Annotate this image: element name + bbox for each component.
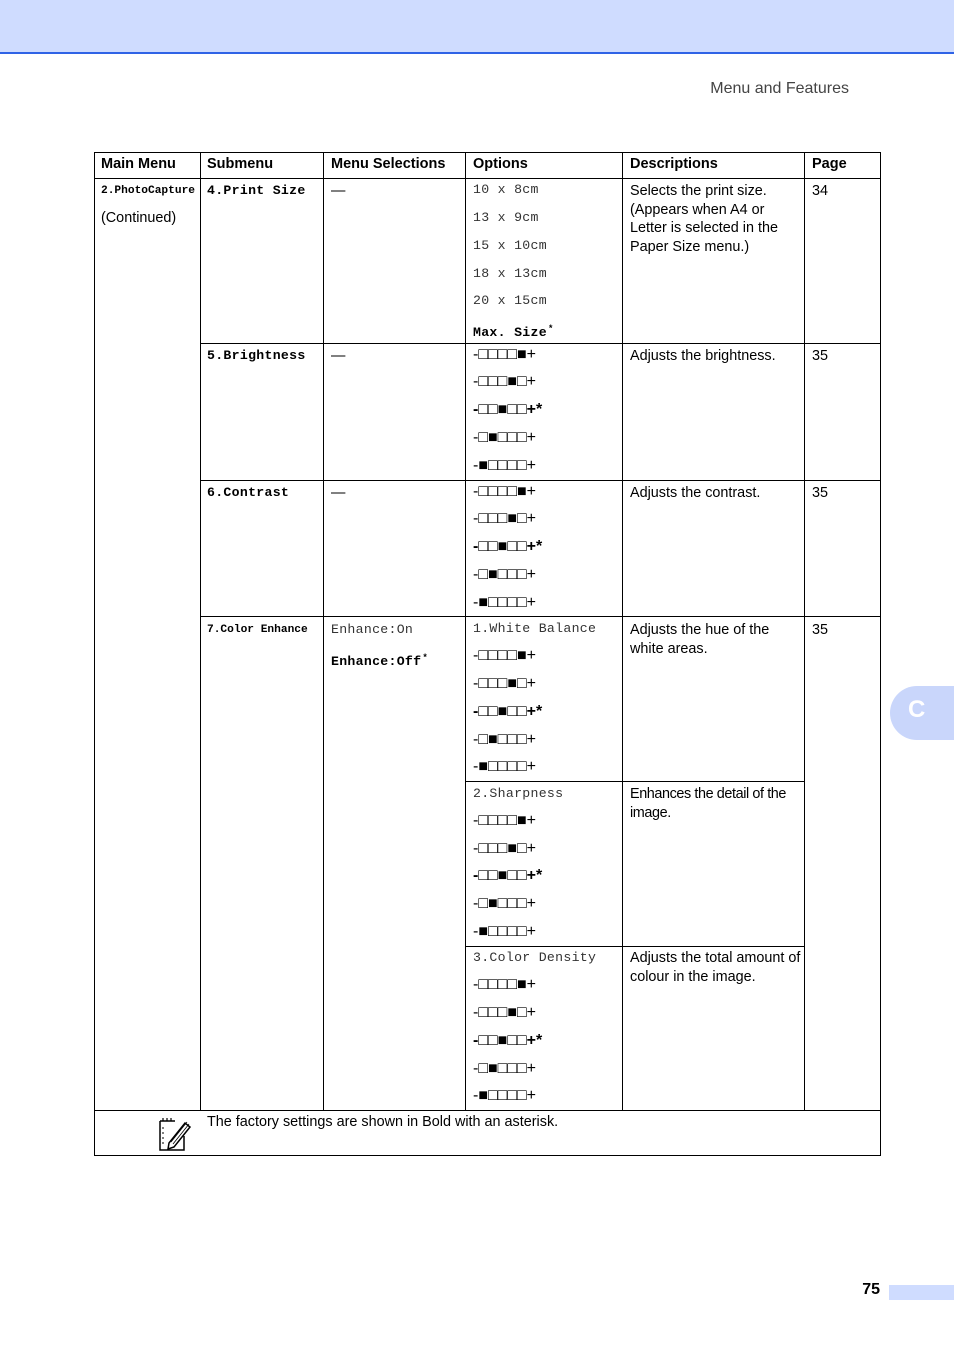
column-header: Page xyxy=(812,156,847,172)
page-ref: 34 xyxy=(812,183,829,199)
level-option: -■□□□□+ xyxy=(473,758,536,775)
level-option-default: -□□■□□+* xyxy=(473,867,543,884)
level-option: -□□□□■+ xyxy=(473,346,536,363)
submenu-contrast: 6.Contrast xyxy=(207,485,290,500)
table-border xyxy=(465,946,805,947)
table-border xyxy=(94,1110,881,1111)
level-option: -□□□■□+ xyxy=(473,1004,536,1021)
table-border xyxy=(200,152,201,1110)
chapter-tab-letter: C xyxy=(908,696,926,723)
menu-selection: Enhance:On xyxy=(331,622,414,637)
level-option: -■□□□□+ xyxy=(473,594,536,611)
page-number-bar xyxy=(889,1285,954,1300)
table-border xyxy=(200,343,881,344)
submenu-print-size: 4.Print Size xyxy=(207,183,306,198)
page-number: 75 xyxy=(862,1281,880,1298)
level-option-default: -□□■□□+* xyxy=(473,1032,543,1049)
description: Adjusts the contrast. xyxy=(630,485,761,501)
level-option: -□■□□□+ xyxy=(473,895,536,912)
description: Adjusts the brightness. xyxy=(630,348,776,364)
option: 13 x 9cm xyxy=(473,210,539,225)
description: Adjusts the hue of the white areas. xyxy=(630,622,770,657)
menu-selection-default: Enhance:Off* xyxy=(331,653,429,669)
option-group-title: 2.Sharpness xyxy=(473,786,564,801)
note-pencil-icon xyxy=(157,1116,191,1152)
column-header: Options xyxy=(473,156,528,172)
level-option-default: -□□■□□+* xyxy=(473,703,543,720)
main-menu-label: 2.PhotoCapture xyxy=(101,185,195,197)
table-border xyxy=(94,152,95,1156)
table-border xyxy=(323,152,324,1110)
table-border xyxy=(465,152,466,1110)
description: Enhances the detail of the image. xyxy=(630,786,787,821)
level-option: -□□□■□+ xyxy=(473,675,536,692)
level-option: -□□□■□+ xyxy=(473,840,536,857)
table-border xyxy=(880,152,881,1156)
column-header: Main Menu xyxy=(101,156,176,172)
level-option: -□□□■□+ xyxy=(473,510,536,527)
level-option: -■□□□□+ xyxy=(473,923,536,940)
table-border xyxy=(200,480,881,481)
footnote: The factory settings are shown in Bold with an asterisk. xyxy=(207,1114,559,1130)
option: 15 x 10cm xyxy=(473,238,547,253)
option-group-title: 1.White Balance xyxy=(473,621,597,636)
page-ref: 35 xyxy=(812,348,829,364)
level-option: -□■□□□+ xyxy=(473,429,536,446)
option: 20 x 15cm xyxy=(473,293,547,308)
table-border xyxy=(465,781,805,782)
submenu-brightness: 5.Brightness xyxy=(207,348,306,363)
level-option: -□■□□□+ xyxy=(473,1060,536,1077)
level-option-default: -□□■□□+* xyxy=(473,401,543,418)
level-option: -■□□□□+ xyxy=(473,1087,536,1104)
table-border xyxy=(622,152,623,1110)
level-option: -□□□■□+ xyxy=(473,373,536,390)
level-option: -□□□□■+ xyxy=(473,812,536,829)
main-menu-continued: (Continued) xyxy=(101,210,177,226)
level-option: -□■□□□+ xyxy=(473,566,536,583)
level-option: -□■□□□+ xyxy=(473,731,536,748)
table-border xyxy=(94,152,881,153)
chapter-tab xyxy=(890,686,954,740)
description: Adjusts the total amount of colour in the image. xyxy=(630,950,801,985)
table-border xyxy=(804,152,805,1110)
page-ref: 35 xyxy=(812,622,829,638)
column-header: Submenu xyxy=(207,156,274,172)
menu-selection-dash: — xyxy=(331,485,346,501)
column-header: Menu Selections xyxy=(331,156,446,172)
page-ref: 35 xyxy=(812,485,829,501)
description: Selects the print size. (Appears when A4 or Letter is selected in the Paper Size menu.) xyxy=(630,183,778,255)
option-group-title: 3.Color Density xyxy=(473,950,597,965)
submenu-color-enhance: 7.Color Enhance xyxy=(207,624,308,636)
option: 18 x 13cm xyxy=(473,266,547,281)
option: 10 x 8cm xyxy=(473,182,539,197)
column-header: Descriptions xyxy=(630,156,718,172)
option-default: Max. Size* xyxy=(473,324,554,340)
level-option: -□□□□■+ xyxy=(473,483,536,500)
top-banner xyxy=(0,0,954,54)
level-option-default: -□□■□□+* xyxy=(473,538,543,555)
menu-selection-dash: — xyxy=(331,348,346,364)
table-border xyxy=(94,178,881,179)
level-option: -□□□□■+ xyxy=(473,976,536,993)
level-option: -■□□□□+ xyxy=(473,457,536,474)
table-border xyxy=(200,616,881,617)
level-option: -□□□□■+ xyxy=(473,647,536,664)
menu-selection-dash: — xyxy=(331,183,346,199)
table-border xyxy=(94,1155,881,1156)
section-title: Menu and Features xyxy=(710,80,849,97)
